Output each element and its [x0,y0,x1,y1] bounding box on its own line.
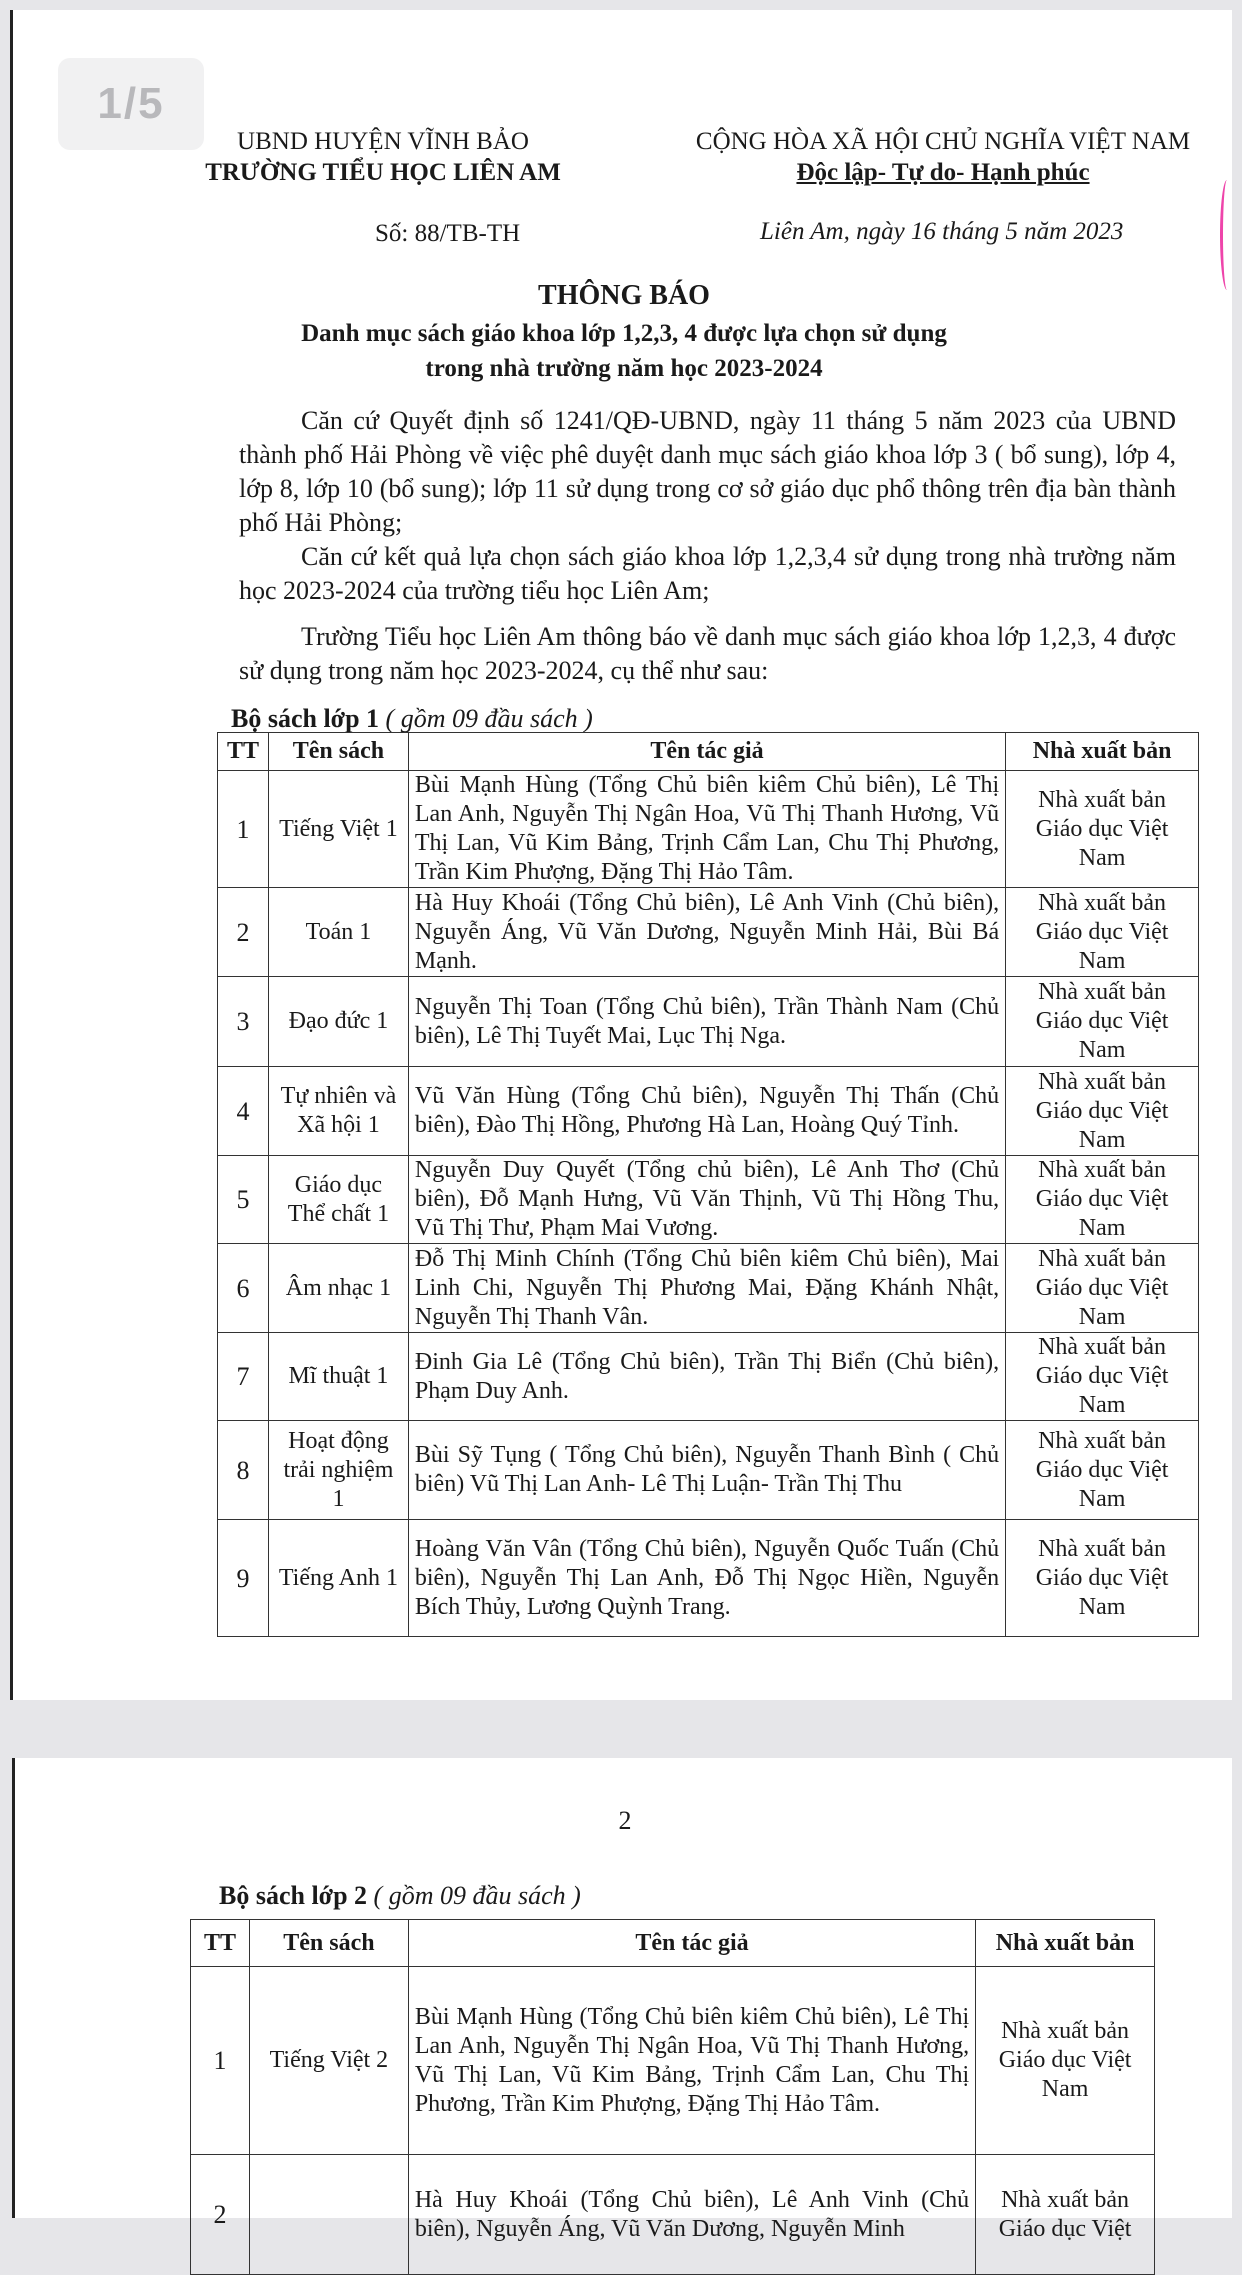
book-title: Tự nhiên và Xã hội 1 [268,1067,408,1156]
authors: Vũ Văn Hùng (Tổng Chủ biên), Nguyễn Thị Thấn (Chủ biên), Đào Thị Hồng, Phương Hà Lan, Hoàng Quý Tỉnh. [408,1067,1005,1156]
book-title: Giáo dục Thể chất 1 [268,1156,408,1244]
book-title: Toán 1 [268,888,408,977]
document-title: THÔNG BÁO [538,280,710,311]
section-title: Bộ sách lớp 1 [231,704,380,733]
country-name: CỘNG HÒA XÃ HỘI CHỦ NGHĨA VIỆT NAM [695,128,1191,155]
authors: Hoàng Văn Vân (Tổng Chủ biên), Nguyễn Quốc Tuấn (Chủ biên), Nguyễn Thị Lan Anh, Đỗ Thị Ngọc Hiền, Nguyễn Bích Thủy, Lương Quỳnh Trang. [408,1520,1005,1637]
row-number: 1 [218,771,269,888]
column-header: TT [218,733,269,771]
column-header: TT [191,1920,250,1967]
authors: Nguyễn Thị Toan (Tổng Chủ biên), Trần Thành Nam (Chủ biên), Lê Thị Tuyết Mai, Lục Thị Nga. [408,977,1005,1067]
page-number: 2 [618,1806,632,1835]
motto: Độc lập- Tự do- Hạnh phúc [796,159,1090,186]
table-row [218,1421,1199,1520]
authors: Bùi Mạnh Hùng (Tổng Chủ biên kiêm Chủ biên), Lê Thị Lan Anh, Nguyễn Thị Ngân Hoa, Vũ Thị Thanh Hương, Vũ Thị Lan, Vũ Kim Bảng, Trịnh Cẩm Lan, Chu Thị Phương, Trần Kim Phượng, Đặng Thị Hảo Tâm. [408,771,1005,888]
book-title: Tiếng Việt 2 [249,1967,408,2155]
subtitle-line-2: trong nhà trường năm học 2023-2024 [425,355,823,382]
authors: Đinh Gia Lê (Tổng Chủ biên), Trần Thị Biển (Chủ biên), Phạm Duy Anh. [408,1333,1005,1421]
column-header: Nhà xuất bản [1006,733,1199,771]
table-row [218,1244,1199,1333]
authors: Đỗ Thị Minh Chính (Tổng Chủ biên kiêm Chủ biên), Mai Linh Chi, Nguyễn Thị Phương Mai, Đặng Khánh Nhật, Nguyễn Thị Thanh Vân. [408,1244,1005,1333]
table-row [218,888,1199,977]
row-number: 6 [218,1244,269,1333]
table-row [218,1067,1199,1156]
left-header [193,126,573,188]
authors: Bùi Mạnh Hùng (Tổng Chủ biên kiêm Chủ biên), Lê Thị Lan Anh, Nguyễn Thị Ngân Hoa, Vũ Thị Thanh Hương, Vũ Thị Lan, Vũ Kim Bảng, Trịnh Cẩm Lan, Chu Thị Phương, Trần Kim Phượng, Đặng Thị Hảo Tâm. [408,1967,975,2155]
table-row [218,977,1199,1067]
publisher: Nhà xuất bản Giáo dục Việt Nam [1006,1333,1199,1421]
authors: Nguyễn Duy Quyết (Tổng chủ biên), Lê Anh Thơ (Chủ biên), Đỗ Mạnh Hưng, Vũ Văn Thịnh, Vũ Thị Hồng Thu, Vũ Thị Thư, Phạm Mai Vương. [408,1156,1005,1244]
column-header: Tên sách [268,733,408,771]
row-number: 9 [218,1520,269,1637]
school-name: TRƯỜNG TIỂU HỌC LIÊN AM [205,159,561,186]
document-date: Liên Am, ngày 16 tháng 5 năm 2023 [760,218,1124,245]
row-number: 8 [218,1421,269,1520]
book-title [249,2155,408,2275]
publisher: Nhà xuất bản Giáo dục Việt Nam [1006,771,1199,888]
section-note: ( gồm 09 đầu sách ) [385,704,593,733]
table-header-row [218,733,1199,771]
authors: Bùi Sỹ Tụng ( Tổng Chủ biên), Nguyễn Thanh Bình ( Chủ biên) Vũ Thị Lan Anh- Lê Thị Luận- Trần Thị Thu [408,1421,1005,1520]
section-heading [219,1881,581,1911]
publisher: Nhà xuất bản Giáo dục Việt Nam [1006,1067,1199,1156]
book-title: Mĩ thuật 1 [268,1333,408,1421]
row-number: 2 [191,2155,250,2275]
column-header: Tên sách [249,1920,408,1967]
subtitle-line-1: Danh mục sách giáo khoa lớp 1,2,3, 4 được lựa chọn sử dụng [301,320,947,347]
document-page-2 [12,1758,1232,2242]
book-title: Tiếng Anh 1 [268,1520,408,1637]
publisher: Nhà xuất bản Giáo dục Việt Nam [1006,1520,1199,1637]
document-page-1 [10,10,1232,1700]
publisher: Nhà xuất bản Giáo dục Việt Nam [1006,1156,1199,1244]
publisher: Nhà xuất bản Giáo dục Việt Nam [976,1967,1155,2155]
right-header [673,126,1213,188]
row-number: 3 [218,977,269,1067]
row-number: 1 [191,1967,250,2155]
paragraph-2: Căn cứ kết quả lựa chọn sách giáo khoa lớp 1,2,3,4 sử dụng trong nhà trường năm học 2023-2024 của trường tiểu học Liên Am; [239,542,1176,605]
table-row [218,771,1199,888]
district-name: UBND HUYỆN VĨNH BẢO [237,128,529,155]
section-note: ( gồm 09 đầu sách ) [373,1881,581,1910]
red-stamp-edge [1220,180,1234,290]
authors: Hà Huy Khoái (Tổng Chủ biên), Lê Anh Vinh (Chủ biên), Nguyễn Áng, Vũ Văn Dương, Nguyễn Minh Hải, Bùi Bá Mạnh. [408,888,1005,977]
table-row [191,1967,1155,2155]
paragraph-3: Trường Tiểu học Liên Am thông báo về danh mục sách giáo khoa lớp 1,2,3, 4 được sử dụng trong năm học 2023-2024, cụ thể như sau: [239,622,1176,685]
row-number: 5 [218,1156,269,1244]
column-header: Tên tác giả [408,1920,975,1967]
table-row [218,1333,1199,1421]
table-row [218,1520,1199,1637]
publisher: Nhà xuất bản Giáo dục Việt Nam [1006,888,1199,977]
row-number: 7 [218,1333,269,1421]
document-number: Số: 88/TB-TH [375,220,521,247]
document-subtitle [13,316,1235,386]
book-title: Tiếng Việt 1 [268,771,408,888]
table-row [218,1156,1199,1244]
book-title: Âm nhạc 1 [268,1244,408,1333]
column-header: Nhà xuất bản [976,1920,1155,1967]
publisher: Nhà xuất bản Giáo dục Việt [976,2155,1155,2275]
book-title: Hoạt động trải nghiệm 1 [268,1421,408,1520]
table-header-row [191,1920,1155,1967]
publisher: Nhà xuất bản Giáo dục Việt Nam [1006,1421,1199,1520]
section-title: Bộ sách lớp 2 [219,1881,368,1910]
book-table-grade-2 [190,1919,1155,2275]
column-header: Tên tác giả [408,733,1005,771]
authors: Hà Huy Khoái (Tổng Chủ biên), Lê Anh Vinh (Chủ biên), Nguyễn Áng, Vũ Văn Dương, Nguyễn Minh [408,2155,975,2275]
section-heading [231,704,593,734]
publisher: Nhà xuất bản Giáo dục Việt Nam [1006,977,1199,1067]
book-table-grade-1 [217,732,1199,1637]
paragraph-1: Căn cứ Quyết định số 1241/QĐ-UBND, ngày 11 tháng 5 năm 2023 của UBND thành phố Hải Phòng về việc phê duyệt danh mục sách giáo khoa lớp 3 ( bổ sung), lớp 4, lớp 8, lớp 10 (bổ sung); lớp 11 sử dụng trong cơ sở giáo dục phổ thông trên địa bàn thành phố Hải Phòng; [239,406,1176,537]
book-title: Đạo đức 1 [268,977,408,1067]
row-number: 2 [218,888,269,977]
row-number: 4 [218,1067,269,1156]
page-indicator: 1/5 [58,58,204,150]
publisher: Nhà xuất bản Giáo dục Việt Nam [1006,1244,1199,1333]
table-row [191,2155,1155,2275]
